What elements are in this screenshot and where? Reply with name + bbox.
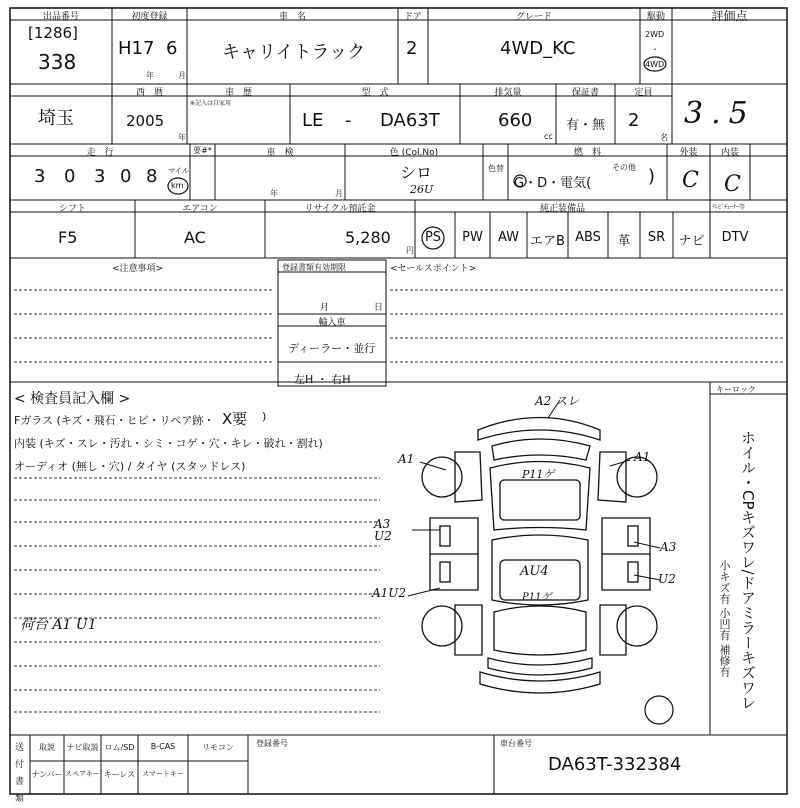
mileage-digit-3: 3 bbox=[94, 166, 106, 187]
color-label: 色 (Col.No) bbox=[389, 148, 439, 158]
era-year: H17 bbox=[118, 38, 155, 59]
capacity: 2 bbox=[628, 110, 640, 131]
displacement-label: 排気量 bbox=[494, 88, 522, 98]
footer-col2-bot: スペアキー bbox=[65, 770, 100, 778]
model-label: 型 式 bbox=[361, 88, 389, 98]
grade-label: グレード bbox=[515, 12, 552, 22]
lot-bracket: [1286] bbox=[28, 24, 78, 42]
year-suffix: 年 bbox=[146, 71, 154, 80]
registration-label: 登録書類有効期限 bbox=[282, 263, 346, 272]
equip-ps: PS bbox=[424, 230, 442, 245]
check-label: 要#* bbox=[193, 146, 212, 155]
shift-label: シフト bbox=[58, 204, 86, 214]
lot-number: 338 bbox=[38, 50, 77, 74]
reg-no-label: 登録番号 bbox=[256, 739, 288, 748]
western-year-label: 西 暦 bbox=[135, 88, 163, 98]
diagram-note-top: A2 スレ bbox=[535, 394, 580, 408]
car-name-label: 車 名 bbox=[278, 12, 306, 22]
western-year: 2005 bbox=[126, 112, 165, 130]
footer-col1-top: 取説 bbox=[39, 743, 55, 752]
side-note-2: 小キズ有 小凹有 補修有 bbox=[718, 560, 731, 677]
recycle-fee: 5,280 bbox=[345, 228, 391, 247]
first-reg-label: 初度登録 bbox=[131, 12, 168, 22]
tuner-label: ﾃﾚﾋﾞﾁｭｰﾅｰ等 bbox=[712, 204, 746, 211]
reg-month: 6 bbox=[166, 38, 178, 59]
inspection-label: 車 検 bbox=[266, 148, 294, 158]
year-suffix-2: 年 bbox=[178, 133, 186, 142]
sales-label: <セールスポイント> bbox=[390, 264, 477, 274]
capacity-label: 定員 bbox=[634, 88, 653, 98]
diagram-note-left-mid: A3 U2 bbox=[374, 517, 392, 543]
footer-col4-top: B-CAS bbox=[150, 742, 176, 751]
lot-no-label: 出品番号 bbox=[42, 12, 79, 22]
caution-label: <注意事項> bbox=[112, 264, 164, 274]
equipment-label: 純正装備品 bbox=[539, 204, 585, 214]
interior-value: C bbox=[724, 172, 741, 197]
footer-col1-bot: ナンバー bbox=[31, 770, 63, 779]
glass-close: ) bbox=[262, 410, 267, 423]
vehicle-history-note: ※記入は自家用 bbox=[190, 100, 232, 107]
mileage-digit-5: 8 bbox=[146, 166, 158, 187]
drive-2wd: 2WD bbox=[645, 30, 665, 39]
doors: 2 bbox=[406, 38, 418, 59]
shipping-label: 送付書類 bbox=[15, 743, 25, 804]
equip-abs: ABS bbox=[575, 230, 601, 245]
score-value: 3.5 bbox=[684, 96, 756, 131]
model-prefix: LE bbox=[302, 110, 324, 131]
diagram-note-left-front: A1 bbox=[398, 452, 415, 466]
side-note: ホイル・CPキズワレ/ドアミラーキズワレ bbox=[739, 430, 757, 710]
diagram-note-bed-2: P11ゲ bbox=[522, 592, 552, 603]
inspector-title: < 検査員記入欄 > bbox=[14, 391, 131, 407]
month-suffix: 月 bbox=[178, 71, 186, 80]
steering-label: 左H ・ 右H bbox=[294, 373, 351, 386]
equip-airbag: エアB bbox=[530, 234, 565, 249]
interior-line: 内装 (キズ・スレ・汚れ・シミ・コゲ・穴・キレ・破れ・割れ) bbox=[14, 437, 323, 450]
footer-col5-top: リモコン bbox=[202, 743, 234, 752]
inspection-month-suffix: 月 bbox=[335, 189, 343, 198]
capacity-unit: 名 bbox=[660, 133, 668, 142]
footer-col3-top: ロム/SD bbox=[104, 743, 135, 752]
chassis-number: DA63T-332384 bbox=[548, 754, 682, 775]
inspection-year-suffix: 年 bbox=[270, 189, 278, 198]
drive-4wd: 4WD bbox=[645, 60, 665, 69]
model-code: DA63T bbox=[380, 110, 440, 131]
key-lock-label: キーロック bbox=[716, 385, 756, 394]
diagram-note-bed: AU4 bbox=[520, 564, 549, 579]
import-label: 輸入車 bbox=[318, 318, 346, 328]
diagram-note-roof: P11ゲ bbox=[522, 468, 555, 481]
shift: F5 bbox=[58, 228, 78, 247]
aircon: AC bbox=[184, 228, 206, 247]
diagram-note-right-mid: A3 bbox=[660, 540, 677, 554]
grade: 4WD_KC bbox=[500, 38, 576, 59]
equip-aw: AW bbox=[497, 230, 520, 245]
warranty-value: 有・無 bbox=[566, 118, 606, 133]
region: 埼玉 bbox=[38, 108, 74, 129]
equip-sr: SR bbox=[647, 230, 666, 245]
mileage-digit-1: 3 bbox=[34, 166, 46, 187]
color: シロ bbox=[400, 163, 433, 182]
displacement-unit: cc bbox=[544, 132, 553, 141]
diagram-note-left-rear: A1U2 bbox=[372, 586, 407, 600]
displacement: 660 bbox=[498, 110, 533, 131]
fuel-close: ) bbox=[648, 166, 656, 187]
aircon-label: エアコン bbox=[182, 204, 218, 214]
color-no: 26U bbox=[410, 183, 434, 196]
glass-mark: X要 bbox=[222, 410, 248, 428]
diagram-note-right-rear: U2 bbox=[658, 572, 676, 586]
footer-col3-bot: キーレス bbox=[103, 770, 136, 779]
exterior-label: 外装 bbox=[679, 148, 698, 158]
bed-note: 荷台 A1 U1 bbox=[20, 617, 97, 633]
recycle-label: リサイクル預託金 bbox=[304, 204, 376, 214]
audio-line: オーディオ (無し・穴) / タイヤ (スタッドレス) bbox=[14, 460, 246, 473]
interior-label: 内装 bbox=[720, 148, 739, 158]
model-dash: - bbox=[345, 110, 352, 131]
registration-month: 月 bbox=[320, 303, 330, 313]
footer-col2-top: ナビ取説 bbox=[66, 743, 99, 752]
dealer-label: ディーラー・並行 bbox=[288, 342, 376, 355]
diagram-note-right-front: A1 bbox=[634, 450, 651, 464]
equip-leather: 革 bbox=[617, 234, 631, 249]
fuel-other: その他 bbox=[612, 163, 636, 172]
mile-label: マイル bbox=[168, 167, 189, 175]
drive-dot: ・ bbox=[651, 45, 659, 54]
equip-navi: ナビ bbox=[678, 234, 705, 249]
exterior-value: C bbox=[682, 168, 699, 193]
vehicle-history-label: 車 歴 bbox=[224, 88, 252, 98]
footer-col4-bot: スマートキー bbox=[142, 770, 184, 778]
fuel-label: 燃 料 bbox=[573, 148, 601, 158]
chassis-label: 車台番号 bbox=[500, 739, 532, 748]
door-label: ドア bbox=[404, 12, 422, 22]
mileage-label: 走 行 bbox=[86, 148, 114, 158]
color-change-label: 色替 bbox=[488, 164, 504, 173]
recycle-unit: 円 bbox=[406, 246, 414, 255]
mileage-digit-4: 0 bbox=[120, 166, 132, 187]
drive-label: 駆動 bbox=[646, 12, 665, 22]
glass-line: Fガラス (キズ・飛石・ヒビ・リペア跡・ bbox=[14, 414, 215, 427]
km-label: km bbox=[171, 181, 184, 190]
fuel-options: G・D・電気( bbox=[514, 176, 592, 191]
equip-pw: PW bbox=[462, 230, 483, 245]
equip-dtv: DTV bbox=[721, 230, 749, 245]
car-diagram bbox=[422, 418, 657, 694]
car-name: キャリイトラック bbox=[222, 42, 366, 63]
score-label: 評価点 bbox=[711, 9, 748, 23]
mileage-digit-2: 0 bbox=[64, 166, 76, 187]
warranty-label: 保証書 bbox=[571, 88, 599, 98]
registration-day: 日 bbox=[374, 303, 384, 313]
